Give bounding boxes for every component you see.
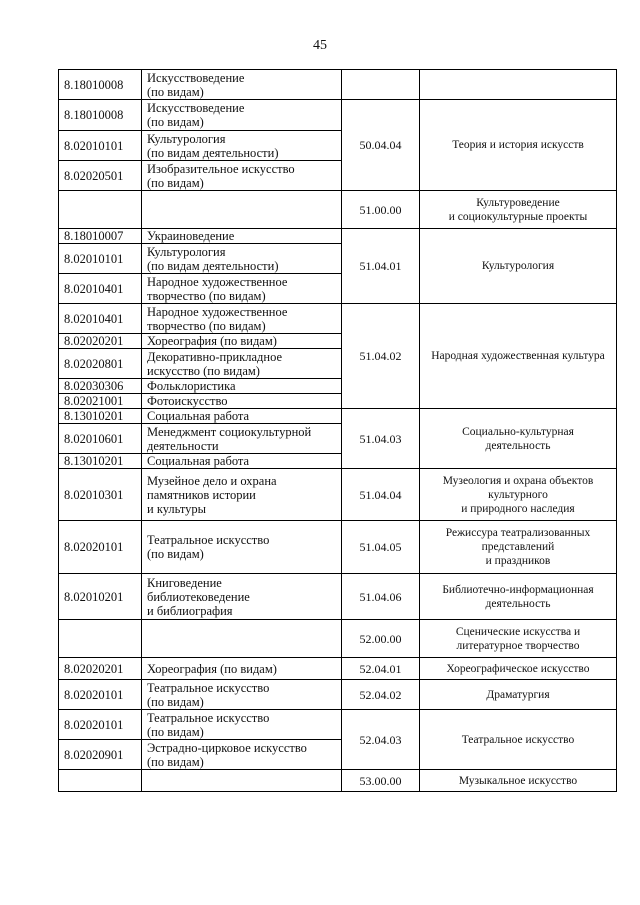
direction-code-cell: 50.04.04: [342, 100, 420, 191]
specialty-cell: Театральное искусство (по видам): [142, 680, 342, 710]
direction-name-cell: Социально-культурная деятельность: [420, 409, 617, 469]
table-row: [59, 574, 617, 620]
table-row: [59, 680, 617, 710]
code-cell: 8.02010601: [59, 424, 142, 454]
code-cell: 8.02010401: [59, 304, 142, 334]
direction-code-cell: 51.04.05: [342, 521, 420, 574]
direction-code-cell: 51.04.01: [342, 229, 420, 304]
direction-name-cell: Теория и история искусств: [420, 100, 617, 191]
table-row: [59, 469, 617, 521]
table-row: [59, 229, 617, 244]
direction-code-cell: 51.00.00: [342, 191, 420, 229]
code-cell: 8.02020201: [59, 658, 142, 680]
direction-name-cell: Музыкальное искусство: [420, 770, 617, 792]
code-cell: [59, 770, 142, 792]
code-cell: 8.02010401: [59, 274, 142, 304]
code-cell: 8.02020801: [59, 349, 142, 379]
specialty-cell: Театральное искусство (по видам): [142, 521, 342, 574]
specialty-cell: [142, 770, 342, 792]
table-row: [59, 409, 617, 424]
direction-code-cell: 52.04.03: [342, 710, 420, 770]
direction-name-cell: Библиотечно-информационная деятельность: [420, 574, 617, 620]
specialty-correspondence-table: [58, 69, 617, 792]
code-cell: 8.02020101: [59, 521, 142, 574]
direction-name-cell: Народная художественная культура: [420, 304, 617, 409]
page-number: 45: [313, 38, 327, 53]
specialty-cell: Искусствоведение (по видам): [142, 100, 342, 131]
direction-name-cell: Культурология: [420, 229, 617, 304]
specialty-cell: Театральное искусство (по видам): [142, 710, 342, 740]
specialty-cell: Хореография (по видам): [142, 334, 342, 349]
specialty-cell: Народное художественное творчество (по видам): [142, 304, 342, 334]
table-row: [59, 620, 617, 658]
table-row: [59, 191, 617, 229]
direction-code-cell: 51.04.03: [342, 409, 420, 469]
code-cell: 8.02020201: [59, 334, 142, 349]
direction-name-cell: Хореографическое искусство: [420, 658, 617, 680]
direction-code-cell: 52.04.02: [342, 680, 420, 710]
direction-code-cell: 51.04.04: [342, 469, 420, 521]
code-cell: 8.02020101: [59, 710, 142, 740]
code-cell: 8.02030306: [59, 379, 142, 394]
direction-name-cell: Музеология и охрана объектов культурного и природного наследия: [420, 469, 617, 521]
table-row: [59, 304, 617, 334]
table-row: [59, 70, 617, 100]
table-row: [59, 100, 617, 131]
specialty-cell: [142, 191, 342, 229]
direction-code-cell: 53.00.00: [342, 770, 420, 792]
direction-name-cell: Режиссура театрализованных представлений и праздников: [420, 521, 617, 574]
code-cell: 8.02010101: [59, 244, 142, 274]
code-cell: [59, 191, 142, 229]
direction-name-cell: Культуроведение и социокультурные проекты: [420, 191, 617, 229]
specialty-cell: Социальная работа: [142, 409, 342, 424]
direction-code-cell: 52.04.01: [342, 658, 420, 680]
code-cell: 8.02021001: [59, 394, 142, 409]
table-row: [59, 770, 617, 792]
code-cell: [59, 620, 142, 658]
specialty-cell: Народное художественное творчество (по видам): [142, 274, 342, 304]
code-cell: 8.02010301: [59, 469, 142, 521]
specialty-cell: Украиноведение: [142, 229, 342, 244]
specialty-cell: Эстрадно-цирковое искусство (по видам): [142, 740, 342, 770]
code-cell: 8.13010201: [59, 409, 142, 424]
direction-name-cell: [420, 70, 617, 100]
specialty-cell: Изобразительное искусство (по видам): [142, 161, 342, 191]
specialty-cell: Фольклористика: [142, 379, 342, 394]
code-cell: 8.02020501: [59, 161, 142, 191]
code-cell: 8.13010201: [59, 454, 142, 469]
direction-code-cell: 51.04.02: [342, 304, 420, 409]
code-cell: 8.18010007: [59, 229, 142, 244]
specialty-cell: Музейное дело и охрана памятников истории и культуры: [142, 469, 342, 521]
specialty-cell: Социальная работа: [142, 454, 342, 469]
direction-name-cell: Сценические искусства и литературное творчество: [420, 620, 617, 658]
specialty-cell: [142, 620, 342, 658]
table-row: [59, 521, 617, 574]
specialty-cell: Декоративно-прикладное искусство (по видам): [142, 349, 342, 379]
code-cell: 8.02020901: [59, 740, 142, 770]
code-cell: 8.18010008: [59, 70, 142, 100]
direction-name-cell: Театральное искусство: [420, 710, 617, 770]
specialty-cell: Искусствоведение (по видам): [142, 70, 342, 100]
specialty-cell: Культурология (по видам деятельности): [142, 131, 342, 161]
specialty-cell: Культурология (по видам деятельности): [142, 244, 342, 274]
direction-code-cell: 51.04.06: [342, 574, 420, 620]
specialty-cell: Менеджмент социокультурной деятельности: [142, 424, 342, 454]
code-cell: 8.02010101: [59, 131, 142, 161]
table-row: [59, 710, 617, 740]
direction-name-cell: Драматургия: [420, 680, 617, 710]
code-cell: 8.02020101: [59, 680, 142, 710]
specialty-cell: Фотоискусство: [142, 394, 342, 409]
direction-code-cell: [342, 70, 420, 100]
code-cell: 8.02010201: [59, 574, 142, 620]
specialty-cell: Хореография (по видам): [142, 658, 342, 680]
specialty-cell: Книговедение библиотековедение и библиография: [142, 574, 342, 620]
code-cell: 8.18010008: [59, 100, 142, 131]
direction-code-cell: 52.00.00: [342, 620, 420, 658]
table-row: [59, 658, 617, 680]
